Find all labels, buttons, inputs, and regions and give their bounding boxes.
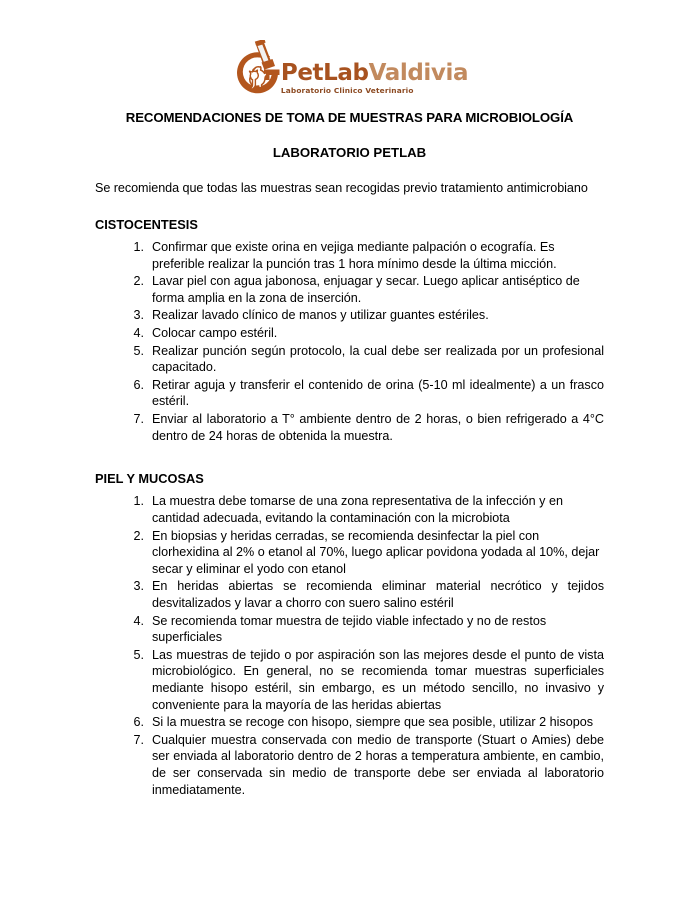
section-heading-piel-y-mucosas: PIEL Y MUCOSAS xyxy=(95,471,204,487)
list-item: Realizar lavado clínico de manos y utilizar guantes estériles. xyxy=(152,308,489,323)
logo-tagline: Laboratorio Clinico Veterinario xyxy=(280,86,414,95)
list-item: En heridas abiertas se recomienda eliminar material necrótico y tejidos desvitalizados y lavar a chorro con suero salino estéril xyxy=(152,579,604,610)
petlab-valdivia-logo xyxy=(231,38,468,98)
document-subtitle: LABORATORIO PETLAB xyxy=(272,145,427,160)
logo-name-secondary: Valdivia xyxy=(368,60,469,86)
list-item: En biopsias y heridas cerradas, se recomienda desinfectar la piel con clorhexidina al 2% o etanol al 70%, luego aplicar povidona yodada al 10%, dejar secar y eliminar el yodo con etanol xyxy=(152,528,600,576)
list-cistocentesis xyxy=(95,239,604,444)
list-item: La muestra debe tomarse de una zona representativa de la infección y en cantidad adecuada, evitando la contaminación con la microbiota xyxy=(152,494,563,525)
list-item: Cualquier muestra conservada con medio de transporte (Stuart o Amies) debe ser enviada al laboratorio dentro de 2 horas a temperatura ambiente, en cambio, de ser conservada sin medio de transporte debe ser enviada al laboratorio inmediatamente. xyxy=(152,732,604,797)
list-item: Lavar piel con agua jabonosa, enjuagar y secar. Luego aplicar antiséptico de forma amplia en la zona de inserción. xyxy=(152,274,580,305)
list-item: Retirar aguja y transferir el contenido de orina (5-10 ml idealmente) a un frasco estéril. xyxy=(152,377,604,409)
list-item: Confirmar que existe orina en vejiga mediante palpación o ecografía. Es preferible realizar la punción tras 1 hora mínimo desde la última micción. xyxy=(152,240,557,271)
document-title: RECOMENDACIONES DE TOMA DE MUESTRAS PARA MICROBIOLOGÍA xyxy=(125,110,574,125)
list-item: Realizar punción según protocolo, la cual debe ser realizada por un profesional capacitado. xyxy=(152,343,604,375)
logo-wordmark xyxy=(281,62,468,98)
intro-paragraph: Se recomienda que todas las muestras sean recogidas previo tratamiento antimicrobiano xyxy=(95,181,588,195)
microscope-pet-logo-icon xyxy=(231,40,287,98)
list-item: Colocar campo estéril. xyxy=(152,326,278,341)
list-item: Las muestras de tejido o por aspiración son las mejores desde el punto de vista microbiológico. En general, no se recomienda tomar muestras superficiales mediante hisopo estéril, sin embargo, es un método sencillo, no invasivo y conveniente para la mayoría de las heridas abiertas xyxy=(152,647,604,712)
list-piel-y-mucosas xyxy=(95,493,604,798)
section-heading-cistocentesis: CISTOCENTESIS xyxy=(95,217,198,232)
logo-name-line xyxy=(281,62,468,85)
list-item: Se recomienda tomar muestra de tejido viable infectado y no de restos superficiales xyxy=(152,613,547,645)
list-item: Si la muestra se recoge con hisopo, siempre que sea posible, utilizar 2 hisopos xyxy=(152,715,594,730)
logo-header xyxy=(95,0,604,98)
logo-name-primary: PetLab xyxy=(280,60,369,86)
list-item: Enviar al laboratorio a T° ambiente dentro de 2 horas, o bien refrigerado a 4°C dentro de 24 horas de obtenida la muestra. xyxy=(152,412,604,443)
